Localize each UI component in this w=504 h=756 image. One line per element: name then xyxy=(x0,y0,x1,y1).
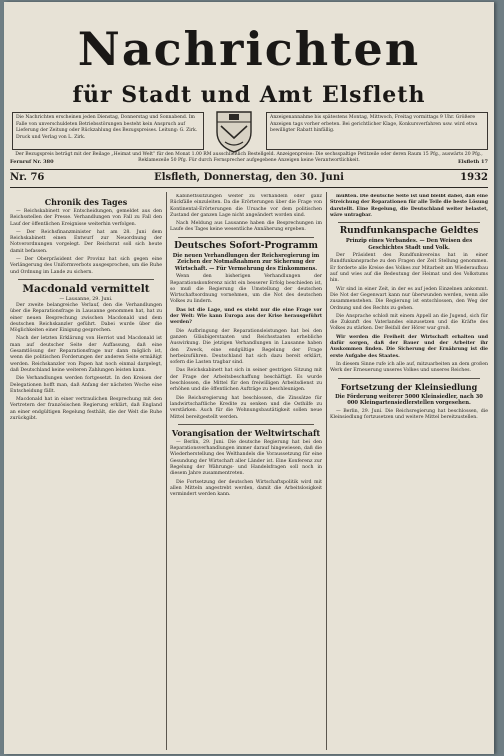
column-divider xyxy=(326,192,327,750)
column-divider xyxy=(166,192,167,750)
article-paragraph: Die Fortsetzung der deutschen Wirtschaftspolitik wird mit allen Mitteln angestrebt werden, damit die Arbeitslosigkeit vermindert werden kann. xyxy=(170,479,322,498)
article-paragraph: Wir sind in einer Zeit, in der es auf jeden Einzelnen ankommt. Die Not der Gegenwart kann nur überwunden werden, wenn alle zusammenstehen. Die Regierung ist entschlossen, den Weg der Ordnung und des Rechts zu gehen. xyxy=(330,286,488,311)
article-subheading: Die Förderung weiterer 5000 Kleinsiedler, nach 30 000 Kleingartensiedlerstellen vorgesehen. xyxy=(335,393,483,407)
article-paragraph: Das Reichskabinett hat sich in seiner gestrigen Sitzung mit der Frage der Arbeitsbeschaffung beschäftigt. Es wurde beschlossen, die Mittel für den freiwilligen Arbeitsdienst zu erhöhen und die öffentlichen Aufträge zu beschleunigen. xyxy=(170,368,322,393)
article-paragraph: — Reichskabinett vor Entscheidungen, gemeldet aus den Reichsstellen der Presse. Verhandlungen von Fall zu Fall den Lauf der öffentlichen Ereignisse weiterhin verfolgen. xyxy=(10,209,162,227)
article-subheading: Prinzip eines Verbandes. — Den Weisen des Geschichtes Stadt und Volk. xyxy=(345,238,473,251)
article-separator xyxy=(338,222,480,223)
article-paragraph: Nach Meldung aus Lausanne haben die Besprechungen im Laufe des Tages keine wesentliche Annäherung ergeben. xyxy=(170,221,322,233)
dateline xyxy=(10,172,488,186)
article-separator xyxy=(18,279,154,280)
headline-macdonald: Macdonald vermittelt xyxy=(22,282,150,295)
article-paragraph: Die Reichsregierung hat beschlossen, die Zinssätze für landwirtschaftliche Kredite zu senken und die Osthilfe zu verstärken. Auch für die Wohnungsbautätigkeit sollen neue Mittel bereitgestellt werden. xyxy=(170,395,322,420)
article-paragraph: Der zweite belangreiche Verlauf, den die Verhandlungen über die Reparationsfrage in Lausanne genommen hat, hat zu einer neuen Besprechung zwischen Macdonald und dem deutschen Reichskanzler geführt. Dabei wurde über die Möglichkeiten einer Einigung gesprochen. xyxy=(10,302,162,334)
issue-date: Elsfleth, Donnerstag, den 30. Juni xyxy=(154,172,344,183)
article-paragraph: Der Präsident des Rundfunkvereins hat in einer Rundfunkansprache zu den Fragen der Zeit Stellung genommen. Er forderte alle Kreise des Volkes zur Mitarbeit am Wiederaufbau auf und wies auf die Bedeutung der Heimat und des Volkstums hin. xyxy=(330,253,488,284)
issue-year: 1932 xyxy=(460,172,488,183)
article-paragraph: — Der Reichsfinanzminister hat am 28. Juni dem Reichskabinett einen Entwurf zur Neuordnung der Notverordnungen vorgelegt. Der Reichsrat soll sich heute damit befassen. xyxy=(10,229,162,254)
column-middle xyxy=(170,194,322,750)
article-paragraph: Die Aufbringung der Reparationsleistungen hat bei den ganzen Gläubigerstaaten und Reichsstaaten erhebliche Auswirkung. Die jetzigen Verhandlungen in Lausanne haben den Zweck, eine endgültige Regelung der Frage herbeizuführen. Deutschland hat sich dazu bereit erklärt, sofern die Lasten tragbar sind. xyxy=(170,328,322,366)
article-paragraph: — Berlin, 29. Juni. Die deutsche Regierung hat bei den Reparationsverhandlungen immer darauf hingewiesen, daß die Wiederherstellung des Welthandels die Voraussetzung für eine Gesundung der Wirtschaft aller Länder ist. Eine Konferenz zur Regelung der Währungs- und Handelsfragen soll noch in diesem Jahre zusammentreten. xyxy=(170,439,322,477)
article-dateline: — Lausanne, 29. Juni. xyxy=(59,296,113,302)
newspaper-page xyxy=(4,2,494,754)
article-paragraph: Das ist die Lage, und es steht nur die eine Frage vor der Welt: Wie kann Europa aus der Krise herausgeführt werden? xyxy=(170,307,322,326)
column-right xyxy=(330,194,488,750)
article-paragraph: Wenn den bisherigen Verhandlungen der Reparationskonferenz nicht ein besserer Erfolg beschieden ist, so muß die Regierung die Umstellung der deutschen Wirtschaftsordnung vornehmen, um die Not des deutschen Volkes zu lindern. xyxy=(170,274,322,305)
coat-of-arms-icon xyxy=(213,108,255,154)
article-paragraph: Macdonald hat in einer vertraulichen Besprechung mit den Vertretern der französischen Regierung erklärt, daß England an einer endgültigen Regelung festhält, die der Welt die Ruhe zurückgibt. xyxy=(10,397,162,422)
article-paragraph: Die Ansprache schloß mit einem Appell an die Jugend, sich für die Zukunft des Vaterlandes einzusetzen und die Kräfte des Volkes zu stärken. Der Beifall der Hörer war groß. xyxy=(330,313,488,332)
article-separator xyxy=(178,424,314,425)
article-paragraph: müßten. Die deutsche Seite ist und bleibt dabei, daß eine Streichung der Reparationen für alle Teile die beste Lösung darstellt. Eine Regelung, die Deutschland weiter belastet, wäre untragbar. xyxy=(330,194,488,218)
article-paragraph: — Berlin, 29. Juni. Die Reichsregierung hat beschlossen, die Kleinsiedlung fortzusetzen und weitere Mittel bereitzustellen. xyxy=(330,408,488,420)
article-paragraph: — Der Oberpräsident der Provinz hat sich gegen eine Verlängerung des Uniformverbots ausgesprochen, um die Ruhe und Ordnung im Lande zu sichern. xyxy=(10,257,162,275)
headline-chronik: Chronik des Tages xyxy=(44,197,128,207)
headline-kleinsiedlung: Fortsetzung der Kleinsiedlung xyxy=(340,381,478,392)
article-separator xyxy=(178,237,314,238)
article-paragraph: In diesem Sinne rufe ich alle auf, mitzuarbeiten an dem großen Werk der Erneuerung unseres Volkes und unseres Reiches. xyxy=(330,361,488,374)
article-paragraph: Kabinettssitzungen weiter zu verhandeln oder ganz Rückfälle einzuleiten. Da die Erörterungen über die Frage von Kontinental-Erörterungen die Ursache vor dem politischen Zustand der ganzen Lage nicht angeändert worden sind. xyxy=(170,194,322,218)
article-paragraph: Nach der letzten Erklärung von Herriot und Macdonald ist man auf deutscher Seite der Auffassung, daß eine Gesamtlösung der Reparationsfrage nur dann möglich ist, wenn die politischen Forderungen der anderen Seite ermäßigt werden. Reichskanzler von Papen hat noch einmal dargelegt, daß Deutschland keine weiteren Zahlungen leisten kann. xyxy=(10,336,162,373)
article-paragraph: Wir werden die Freiheit der Wirtschaft erhalten und dafür sorgen, daß der Bauer und der Arbeiter ihr Auskommen finden. Die Sicherung der Ernährung ist die erste Aufgabe des Staates. xyxy=(330,334,488,359)
issue-number: Nr. 76 xyxy=(10,172,45,183)
subscription-price-note: Der Bezugspreis beträgt mit der Beilage „Heimat und Welt“ für den Monat 1.00 RM ausschließlich Bestellgeld. Anzeigenpreise: Die sechsspaltige Petitzeile oder deren Raum 15 Pfg., auswärts 20 Pfg., Reklamezeile 50 Pfg. Für durch Fernsprecher aufgegebene Anzeigen keine Verantwortlichkeit. xyxy=(15,152,483,163)
header-rule-top xyxy=(10,169,488,170)
edition-number: Elsfleth 17 xyxy=(458,159,488,165)
masthead-title: Nachrichten xyxy=(77,22,421,76)
advertising-info-box: Anzeigenannahme bis spätestens Montag, Mittwoch, Freitag vormittags 9 Uhr. Größere Anzeigen tags vorher erbeten. Bei gerichtlicher Klage, Konkursverfahren usw. wird etwa bewilligter Rabatt hinfällig. xyxy=(266,112,488,150)
header-rule-bottom xyxy=(10,187,488,188)
headline-weltwirtschaft: Vorangisation der Weltwirtschaft xyxy=(171,427,321,438)
article-separator xyxy=(338,378,480,379)
column-left xyxy=(10,194,162,750)
masthead-subtitle: für Stadt und Amt Elsfleth xyxy=(72,82,426,108)
article-subheading: Die neuen Verhandlungen der Reichsregierung im Zeichen der Notmaßnahmen zur Sicherung der Wirtschaft. — Für Vermehrung des Einkommens. xyxy=(172,252,320,272)
publication-info-box: Die Nachrichten erscheinen jeden Dienstag, Donnerstag und Sonnabend. Im Falle von unverschuldeten Betriebsstörungen besteht kein Anspruch auf Lieferung der Zeitung oder Rückzahlung des Bezugspreises. Leitung: G. Zirk. Druck und Verlag von L. Zirk. xyxy=(12,112,204,150)
phone-number: Fernruf Nr. 380 xyxy=(10,159,54,165)
headline-rundfunk: Rundfunkanspache Geldtes xyxy=(339,226,479,237)
article-paragraph: Die Verhandlungen werden fortgesetzt. In den Kreisen der Delegationen hofft man, daß Anfang der nächsten Woche eine Entscheidung fällt. xyxy=(10,376,162,394)
headline-sofort-programm: Deutsches Sofort-Programm xyxy=(174,240,318,251)
